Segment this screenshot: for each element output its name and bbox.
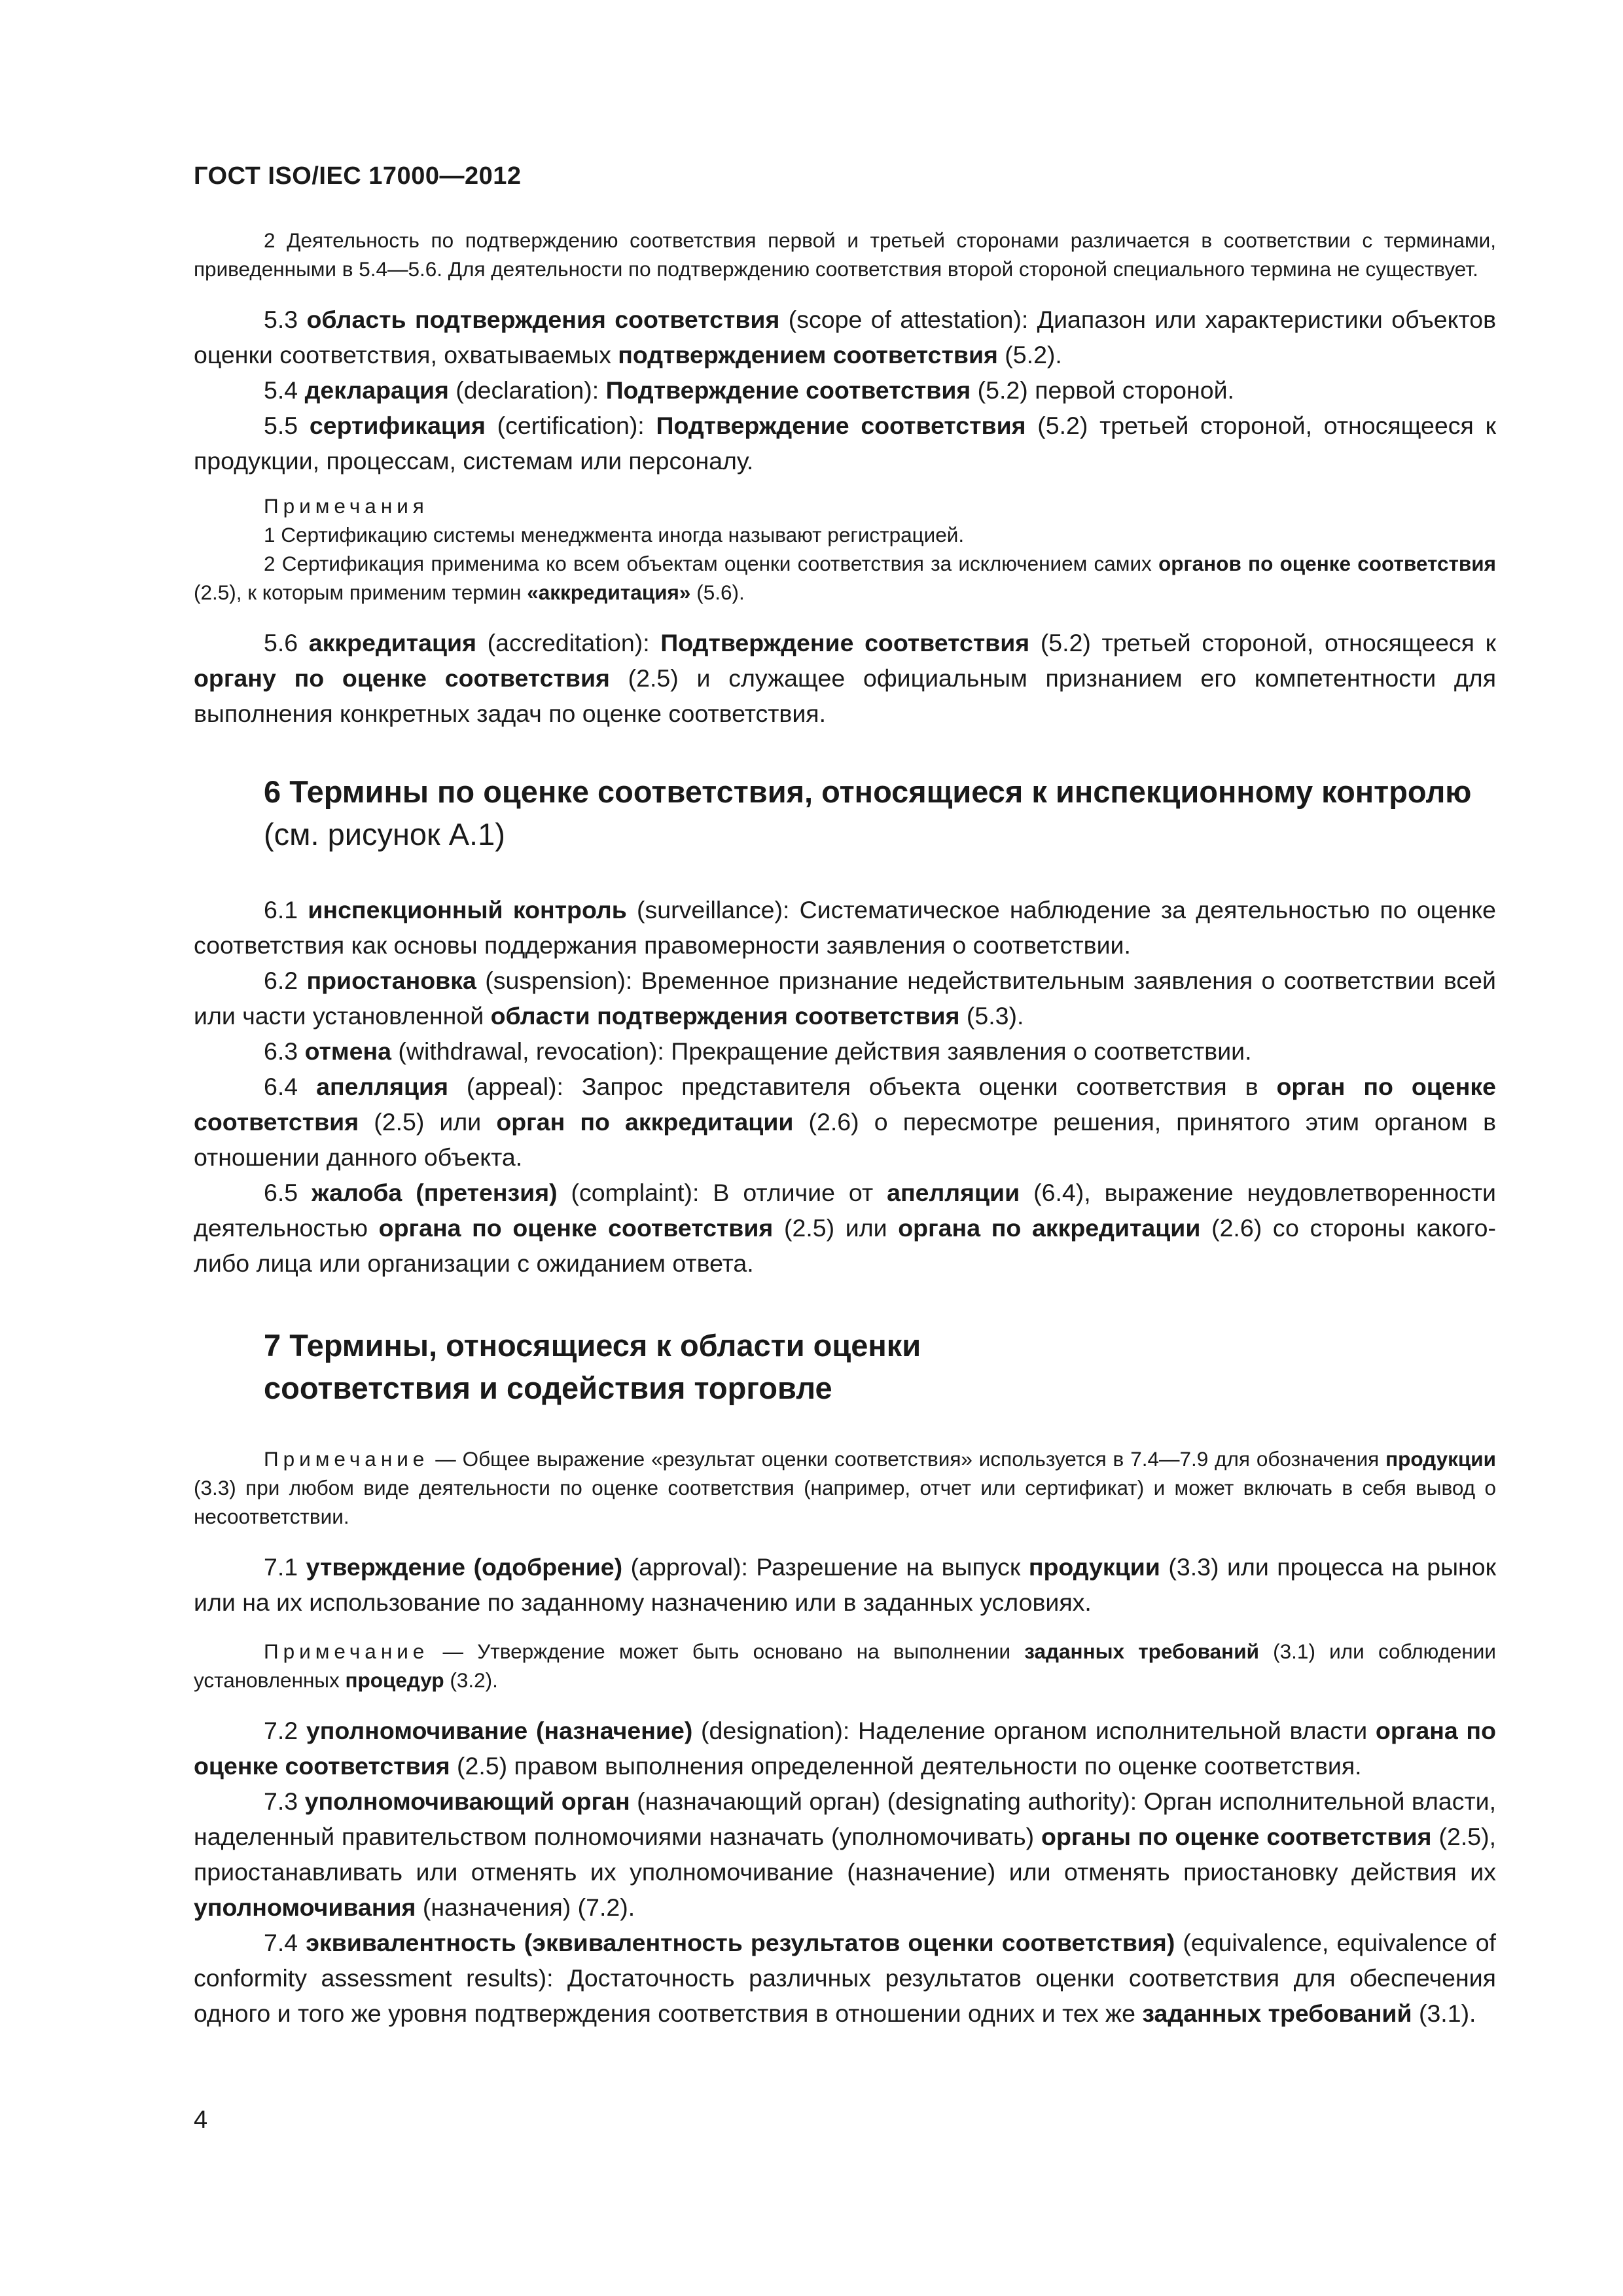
- term-6-2: 6.2 приостановка (suspension): Временное признание недействительным заявления о соответствии всей или части установленной области подтверждения соответствия (5.3).: [194, 967, 1496, 1030]
- section-7-heading: 7 Термины, относящиеся к области оценки соответствия и содействия торговле: [264, 1328, 921, 1405]
- note-5-5-1: 1 Сертификацию системы менеджмента иногда называют регистрацией.: [264, 523, 965, 547]
- note-7: Примечание — Общее выражение «результат оценки соответствия» используется в 7.4—7.9 для обозначения продукции (3.3) при любом виде деятельности по оценке соответствия (например, отчет или сертификат) и может включать в себя вывод о несоответствии.: [194, 1447, 1496, 1528]
- note-prev: 2 Деятельность по подтверждению соответствия первой и третьей сторонами различается в соответствии с терминами, приведенными в 5.4—5.6. Для деятельности по подтверждению соответствия второй стороной специального термина не существует.: [194, 228, 1496, 281]
- term-5-3: 5.3 область подтверждения соответствия (scope of attestation): Диапазон или характеристики объектов оценки соответствия, охватываемых подтверждением соответствия (5.2).: [194, 306, 1496, 368]
- note-7-1: Примечание — Утверждение может быть основано на выполнении заданных требований (3.1) или соблюдении установленных процедур (3.2).: [194, 1640, 1496, 1692]
- term-7-4: 7.4 эквивалентность (эквивалентность результатов оценки соответствия) (equivalence, equivalence of conformity assessment results): Достаточность различных результатов оценки соответствия для обеспечения одного и того же уровня подтверждения соответствия в отношении одних и тех же заданных требований (3.1).: [194, 1929, 1496, 2027]
- section-6-heading: 6 Термины по оценке соответствия, относящиеся к инспекционному контролю (см. рисунок А.1): [264, 774, 1472, 852]
- notes-title: Примечания: [264, 494, 429, 518]
- term-6-4: 6.4 апелляция (appeal): Запрос представителя объекта оценки соответствия в орган по оценке соответствия (2.5) или орган по аккредитации (2.6) о пересмотре решения, принятого этим органом в отношении данного объекта.: [194, 1073, 1496, 1171]
- term-7-3: 7.3 уполномочивающий орган (назначающий орган) (designating authority): Орган исполнительной власти, наделенный правительством полномочиями назначать (уполномочивать) органы по оценке соответствия (2.5), приостанавливать или отменять их уполномочивание (назначение) или отменять приостановку действия их уполномочивания (назначения) (7.2).: [194, 1787, 1497, 1921]
- term-7-2: 7.2 уполномочивание (назначение) (designation): Наделение органом исполнительной власти органа по оценке соответствия (2.5) правом выполнения определенной деятельности по оценке соответствия.: [194, 1717, 1496, 1780]
- term-5-6: 5.6 аккредитация (accreditation): Подтверждение соответствия (5.2) третьей стороной, относящееся к органу по оценке соответствия (2.5) и служащее официальным признанием его компетентности для выполнения конкретных задач по оценке соответствия.: [194, 629, 1497, 727]
- document-header: ГОСТ ISO/IEC 17000—2012: [194, 162, 522, 190]
- page-content: [194, 226, 1496, 2031]
- note-5-5-2: 2 Сертификация применима ко всем объектам оценки соответствия за исключением самих органов по оценке соответствия (2.5), к которым применим термин «аккредитация» (5.6).: [194, 552, 1497, 604]
- term-6-1: 6.1 инспекционный контроль (surveillance): Систематическое наблюдение за деятельностью по оценке соответствия как основы поддержания правомерности заявления о соответствии.: [194, 896, 1497, 959]
- term-6-3: 6.3 отмена (withdrawal, revocation): Прекращение действия заявления о соответствии.: [264, 1037, 1252, 1065]
- term-6-5: 6.5 жалоба (претензия) (complaint): В отличие от апелляции (6.4), выражение неудовлетворенности деятельностью органа по оценке соответствия (2.5) или органа по аккредитации (2.6) со стороны какого-либо лица или организации с ожиданием ответа.: [194, 1179, 1496, 1277]
- term-5-4: 5.4 декларация (declaration): Подтверждение соответствия (5.2) первой стороной.: [264, 376, 1234, 404]
- term-5-5: 5.5 сертификация (certification): Подтверждение соответствия (5.2) третьей стороной, относящееся к продукции, процессам, системам или персоналу.: [194, 412, 1496, 475]
- term-7-1: 7.1 утверждение (одобрение) (approval): Разрешение на выпуск продукции (3.3) или процесса на рынок или на их использование по заданному назначению или в заданных условиях.: [194, 1553, 1497, 1616]
- page-number: 4: [194, 2106, 208, 2134]
